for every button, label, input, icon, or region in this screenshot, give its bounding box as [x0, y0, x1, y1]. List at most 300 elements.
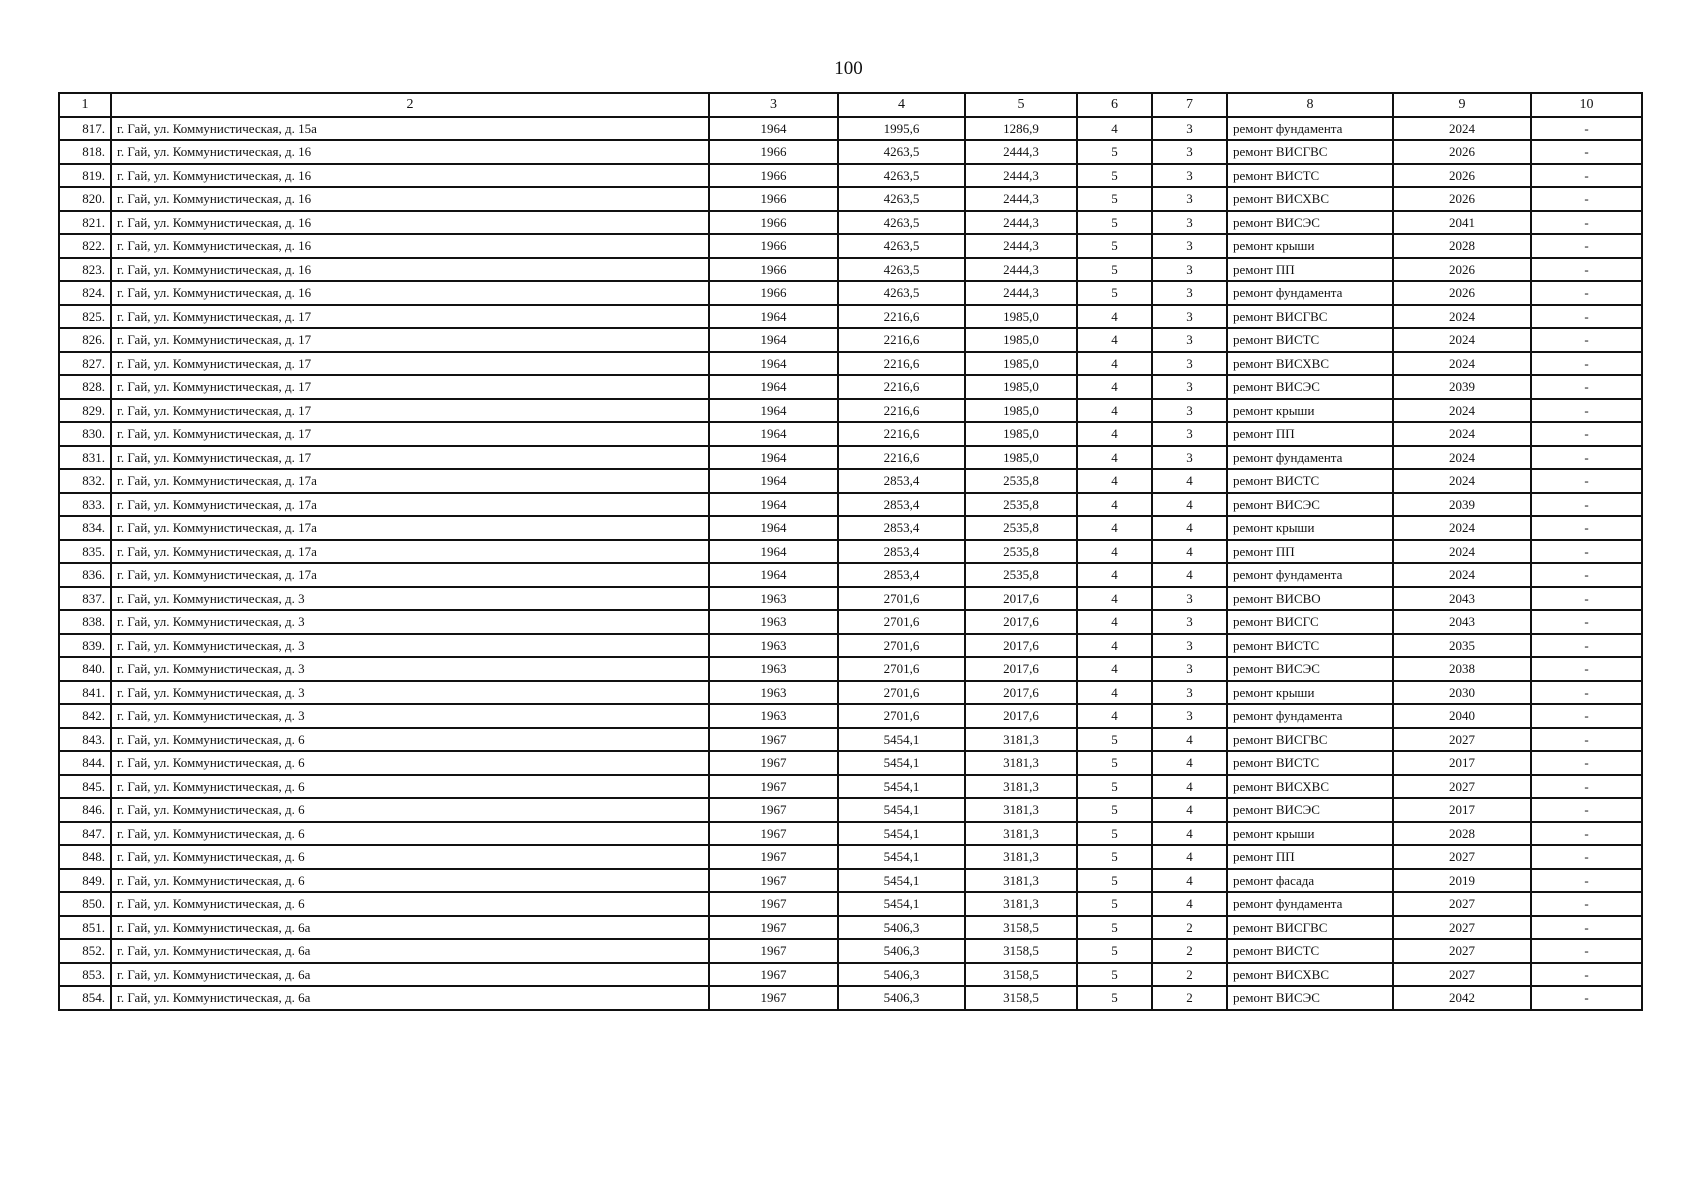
total-area-cell: 5454,1 [838, 728, 965, 752]
entrances-cell: 3 [1152, 375, 1227, 399]
table-row [59, 775, 1642, 799]
work-type-cell: ремонт ПП [1227, 540, 1393, 564]
table-header-row [59, 93, 1642, 117]
note-cell: - [1531, 610, 1642, 634]
table-row [59, 822, 1642, 846]
living-area-cell: 3181,3 [965, 798, 1077, 822]
row-number-cell: 834. [59, 516, 111, 540]
floors-cell: 5 [1077, 728, 1152, 752]
page-number: 100 [834, 58, 863, 79]
living-area-cell: 3181,3 [965, 869, 1077, 893]
address-cell: г. Гай, ул. Коммунистическая, д. 16 [111, 234, 709, 258]
entrances-cell: 3 [1152, 610, 1227, 634]
total-area-cell: 4263,5 [838, 187, 965, 211]
year-built-cell: 1963 [709, 587, 838, 611]
total-area-cell: 2853,4 [838, 540, 965, 564]
total-area-cell: 2701,6 [838, 587, 965, 611]
row-number-cell: 826. [59, 328, 111, 352]
row-number-cell: 820. [59, 187, 111, 211]
year-built-cell: 1967 [709, 986, 838, 1010]
planned-year-cell: 2028 [1393, 234, 1531, 258]
row-number-cell: 845. [59, 775, 111, 799]
floors-cell: 5 [1077, 822, 1152, 846]
note-cell: - [1531, 704, 1642, 728]
work-type-cell: ремонт ВИСЭС [1227, 493, 1393, 517]
table-row [59, 939, 1642, 963]
living-area-cell: 3181,3 [965, 845, 1077, 869]
entrances-cell: 3 [1152, 328, 1227, 352]
row-number-cell: 837. [59, 587, 111, 611]
year-built-cell: 1967 [709, 751, 838, 775]
planned-year-cell: 2040 [1393, 704, 1531, 728]
floors-cell: 4 [1077, 704, 1152, 728]
note-cell: - [1531, 916, 1642, 940]
address-cell: г. Гай, ул. Коммунистическая, д. 3 [111, 587, 709, 611]
table-row [59, 634, 1642, 658]
note-cell: - [1531, 869, 1642, 893]
note-cell: - [1531, 305, 1642, 329]
address-cell: г. Гай, ул. Коммунистическая, д. 16 [111, 281, 709, 305]
table-row [59, 352, 1642, 376]
floors-cell: 4 [1077, 375, 1152, 399]
work-type-cell: ремонт фундамента [1227, 704, 1393, 728]
row-number-cell: 852. [59, 939, 111, 963]
work-type-cell: ремонт ВИСЭС [1227, 211, 1393, 235]
note-cell: - [1531, 422, 1642, 446]
row-number-cell: 827. [59, 352, 111, 376]
living-area-cell: 2535,8 [965, 469, 1077, 493]
year-built-cell: 1964 [709, 422, 838, 446]
note-cell: - [1531, 634, 1642, 658]
floors-cell: 4 [1077, 587, 1152, 611]
planned-year-cell: 2026 [1393, 140, 1531, 164]
address-cell: г. Гай, ул. Коммунистическая, д. 6а [111, 916, 709, 940]
table-row [59, 681, 1642, 705]
work-type-cell: ремонт фундамента [1227, 563, 1393, 587]
address-cell: г. Гай, ул. Коммунистическая, д. 17 [111, 375, 709, 399]
entrances-cell: 4 [1152, 892, 1227, 916]
entrances-cell: 4 [1152, 775, 1227, 799]
total-area-cell: 4263,5 [838, 211, 965, 235]
floors-cell: 4 [1077, 399, 1152, 423]
planned-year-cell: 2026 [1393, 187, 1531, 211]
address-cell: г. Гай, ул. Коммунистическая, д. 6 [111, 892, 709, 916]
row-number-cell: 850. [59, 892, 111, 916]
total-area-cell: 5406,3 [838, 939, 965, 963]
planned-year-cell: 2028 [1393, 822, 1531, 846]
year-built-cell: 1964 [709, 117, 838, 141]
entrances-cell: 2 [1152, 916, 1227, 940]
column-header: 10 [1531, 93, 1642, 117]
row-number-cell: 819. [59, 164, 111, 188]
floors-cell: 5 [1077, 798, 1152, 822]
entrances-cell: 2 [1152, 986, 1227, 1010]
living-area-cell: 1985,0 [965, 375, 1077, 399]
total-area-cell: 4263,5 [838, 234, 965, 258]
address-cell: г. Гай, ул. Коммунистическая, д. 17 [111, 305, 709, 329]
year-built-cell: 1964 [709, 328, 838, 352]
entrances-cell: 3 [1152, 211, 1227, 235]
work-type-cell: ремонт крыши [1227, 516, 1393, 540]
living-area-cell: 2444,3 [965, 234, 1077, 258]
total-area-cell: 5454,1 [838, 869, 965, 893]
total-area-cell: 2701,6 [838, 657, 965, 681]
entrances-cell: 3 [1152, 446, 1227, 470]
note-cell: - [1531, 117, 1642, 141]
work-type-cell: ремонт крыши [1227, 822, 1393, 846]
row-number-cell: 830. [59, 422, 111, 446]
column-header: 5 [965, 93, 1077, 117]
total-area-cell: 2853,4 [838, 563, 965, 587]
planned-year-cell: 2027 [1393, 892, 1531, 916]
floors-cell: 5 [1077, 211, 1152, 235]
total-area-cell: 5454,1 [838, 822, 965, 846]
row-number-cell: 838. [59, 610, 111, 634]
total-area-cell: 2853,4 [838, 493, 965, 517]
work-type-cell: ремонт фасада [1227, 869, 1393, 893]
floors-cell: 5 [1077, 986, 1152, 1010]
living-area-cell: 2444,3 [965, 281, 1077, 305]
living-area-cell: 2444,3 [965, 164, 1077, 188]
entrances-cell: 3 [1152, 634, 1227, 658]
address-cell: г. Гай, ул. Коммунистическая, д. 6 [111, 728, 709, 752]
table-row [59, 493, 1642, 517]
floors-cell: 5 [1077, 963, 1152, 987]
floors-cell: 5 [1077, 892, 1152, 916]
year-built-cell: 1967 [709, 798, 838, 822]
note-cell: - [1531, 493, 1642, 517]
living-area-cell: 2444,3 [965, 140, 1077, 164]
floors-cell: 4 [1077, 305, 1152, 329]
year-built-cell: 1964 [709, 493, 838, 517]
floors-cell: 5 [1077, 775, 1152, 799]
work-type-cell: ремонт ВИСТС [1227, 328, 1393, 352]
living-area-cell: 2017,6 [965, 681, 1077, 705]
table-row [59, 211, 1642, 235]
row-number-cell: 854. [59, 986, 111, 1010]
column-header: 3 [709, 93, 838, 117]
work-type-cell: ремонт ПП [1227, 422, 1393, 446]
planned-year-cell: 2024 [1393, 422, 1531, 446]
total-area-cell: 2701,6 [838, 610, 965, 634]
floors-cell: 5 [1077, 187, 1152, 211]
table-row [59, 516, 1642, 540]
row-number-cell: 846. [59, 798, 111, 822]
planned-year-cell: 2024 [1393, 328, 1531, 352]
note-cell: - [1531, 540, 1642, 564]
floors-cell: 4 [1077, 634, 1152, 658]
work-type-cell: ремонт фундамента [1227, 281, 1393, 305]
row-number-cell: 824. [59, 281, 111, 305]
planned-year-cell: 2035 [1393, 634, 1531, 658]
table-row [59, 869, 1642, 893]
work-type-cell: ремонт ВИСГВС [1227, 305, 1393, 329]
column-header: 1 [59, 93, 111, 117]
entrances-cell: 4 [1152, 563, 1227, 587]
entrances-cell: 3 [1152, 187, 1227, 211]
row-number-cell: 843. [59, 728, 111, 752]
total-area-cell: 5454,1 [838, 892, 965, 916]
address-cell: г. Гай, ул. Коммунистическая, д. 17а [111, 563, 709, 587]
note-cell: - [1531, 681, 1642, 705]
living-area-cell: 3181,3 [965, 751, 1077, 775]
note-cell: - [1531, 751, 1642, 775]
work-type-cell: ремонт ПП [1227, 258, 1393, 282]
row-number-cell: 825. [59, 305, 111, 329]
note-cell: - [1531, 657, 1642, 681]
planned-year-cell: 2042 [1393, 986, 1531, 1010]
planned-year-cell: 2043 [1393, 610, 1531, 634]
address-cell: г. Гай, ул. Коммунистическая, д. 6а [111, 963, 709, 987]
year-built-cell: 1966 [709, 258, 838, 282]
row-number-cell: 817. [59, 117, 111, 141]
address-cell: г. Гай, ул. Коммунистическая, д. 3 [111, 657, 709, 681]
year-built-cell: 1964 [709, 469, 838, 493]
entrances-cell: 4 [1152, 869, 1227, 893]
floors-cell: 4 [1077, 681, 1152, 705]
column-header: 4 [838, 93, 965, 117]
year-built-cell: 1964 [709, 305, 838, 329]
entrances-cell: 4 [1152, 728, 1227, 752]
year-built-cell: 1963 [709, 634, 838, 658]
living-area-cell: 3181,3 [965, 822, 1077, 846]
year-built-cell: 1963 [709, 681, 838, 705]
address-cell: г. Гай, ул. Коммунистическая, д. 16 [111, 187, 709, 211]
floors-cell: 5 [1077, 939, 1152, 963]
row-number-cell: 853. [59, 963, 111, 987]
year-built-cell: 1967 [709, 869, 838, 893]
note-cell: - [1531, 516, 1642, 540]
table-row [59, 986, 1642, 1010]
year-built-cell: 1964 [709, 399, 838, 423]
year-built-cell: 1964 [709, 516, 838, 540]
living-area-cell: 1286,9 [965, 117, 1077, 141]
planned-year-cell: 2024 [1393, 305, 1531, 329]
table-row [59, 657, 1642, 681]
address-cell: г. Гай, ул. Коммунистическая, д. 17 [111, 422, 709, 446]
year-built-cell: 1963 [709, 610, 838, 634]
row-number-cell: 829. [59, 399, 111, 423]
column-header: 7 [1152, 93, 1227, 117]
note-cell: - [1531, 399, 1642, 423]
note-cell: - [1531, 469, 1642, 493]
table-row [59, 234, 1642, 258]
planned-year-cell: 2017 [1393, 751, 1531, 775]
address-cell: г. Гай, ул. Коммунистическая, д. 17 [111, 399, 709, 423]
total-area-cell: 2701,6 [838, 634, 965, 658]
work-type-cell: ремонт крыши [1227, 234, 1393, 258]
floors-cell: 5 [1077, 258, 1152, 282]
entrances-cell: 3 [1152, 258, 1227, 282]
entrances-cell: 3 [1152, 422, 1227, 446]
note-cell: - [1531, 845, 1642, 869]
address-cell: г. Гай, ул. Коммунистическая, д. 3 [111, 634, 709, 658]
living-area-cell: 3181,3 [965, 728, 1077, 752]
row-number-cell: 847. [59, 822, 111, 846]
entrances-cell: 2 [1152, 939, 1227, 963]
year-built-cell: 1967 [709, 775, 838, 799]
total-area-cell: 4263,5 [838, 258, 965, 282]
entrances-cell: 4 [1152, 751, 1227, 775]
work-type-cell: ремонт крыши [1227, 399, 1393, 423]
work-type-cell: ремонт ВИСТС [1227, 634, 1393, 658]
floors-cell: 4 [1077, 657, 1152, 681]
total-area-cell: 2216,6 [838, 446, 965, 470]
work-type-cell: ремонт ВИСГВС [1227, 140, 1393, 164]
address-cell: г. Гай, ул. Коммунистическая, д. 16 [111, 211, 709, 235]
work-type-cell: ремонт ВИСТС [1227, 469, 1393, 493]
total-area-cell: 4263,5 [838, 281, 965, 305]
floors-cell: 5 [1077, 281, 1152, 305]
planned-year-cell: 2024 [1393, 399, 1531, 423]
work-type-cell: ремонт ВИСЭС [1227, 986, 1393, 1010]
work-type-cell: ремонт ВИСТС [1227, 939, 1393, 963]
address-cell: г. Гай, ул. Коммунистическая, д. 6 [111, 845, 709, 869]
row-number-cell: 842. [59, 704, 111, 728]
entrances-cell: 4 [1152, 493, 1227, 517]
table-row [59, 258, 1642, 282]
row-number-cell: 828. [59, 375, 111, 399]
living-area-cell: 1985,0 [965, 446, 1077, 470]
address-cell: г. Гай, ул. Коммунистическая, д. 16 [111, 140, 709, 164]
row-number-cell: 848. [59, 845, 111, 869]
floors-cell: 4 [1077, 563, 1152, 587]
table-row [59, 446, 1642, 470]
total-area-cell: 4263,5 [838, 164, 965, 188]
row-number-cell: 839. [59, 634, 111, 658]
entrances-cell: 3 [1152, 657, 1227, 681]
year-built-cell: 1964 [709, 540, 838, 564]
address-cell: г. Гай, ул. Коммунистическая, д. 3 [111, 610, 709, 634]
year-built-cell: 1967 [709, 845, 838, 869]
total-area-cell: 5454,1 [838, 751, 965, 775]
year-built-cell: 1966 [709, 281, 838, 305]
note-cell: - [1531, 728, 1642, 752]
entrances-cell: 3 [1152, 681, 1227, 705]
address-cell: г. Гай, ул. Коммунистическая, д. 17а [111, 493, 709, 517]
floors-cell: 5 [1077, 140, 1152, 164]
planned-year-cell: 2041 [1393, 211, 1531, 235]
entrances-cell: 3 [1152, 704, 1227, 728]
living-area-cell: 3158,5 [965, 986, 1077, 1010]
table-row [59, 399, 1642, 423]
table-row [59, 963, 1642, 987]
work-type-cell: ремонт ВИСГС [1227, 610, 1393, 634]
address-cell: г. Гай, ул. Коммунистическая, д. 17 [111, 328, 709, 352]
planned-year-cell: 2024 [1393, 446, 1531, 470]
note-cell: - [1531, 187, 1642, 211]
work-type-cell: ремонт ВИСХВС [1227, 775, 1393, 799]
entrances-cell: 2 [1152, 963, 1227, 987]
address-cell: г. Гай, ул. Коммунистическая, д. 6 [111, 869, 709, 893]
address-cell: г. Гай, ул. Коммунистическая, д. 6 [111, 751, 709, 775]
work-type-cell: ремонт ВИСГВС [1227, 728, 1393, 752]
planned-year-cell: 2027 [1393, 728, 1531, 752]
work-type-cell: ремонт фундамента [1227, 446, 1393, 470]
year-built-cell: 1964 [709, 375, 838, 399]
work-type-cell: ремонт ВИСЭС [1227, 798, 1393, 822]
table-row [59, 751, 1642, 775]
year-built-cell: 1967 [709, 963, 838, 987]
planned-year-cell: 2027 [1393, 845, 1531, 869]
planned-year-cell: 2026 [1393, 258, 1531, 282]
table-row [59, 164, 1642, 188]
entrances-cell: 3 [1152, 352, 1227, 376]
living-area-cell: 3181,3 [965, 775, 1077, 799]
living-area-cell: 3158,5 [965, 916, 1077, 940]
work-type-cell: ремонт фундамента [1227, 117, 1393, 141]
table-row [59, 845, 1642, 869]
entrances-cell: 3 [1152, 164, 1227, 188]
table-row [59, 117, 1642, 141]
year-built-cell: 1966 [709, 140, 838, 164]
table-row [59, 916, 1642, 940]
work-type-cell: ремонт ВИСГВС [1227, 916, 1393, 940]
note-cell: - [1531, 258, 1642, 282]
column-header: 8 [1227, 93, 1393, 117]
total-area-cell: 2216,6 [838, 375, 965, 399]
note-cell: - [1531, 963, 1642, 987]
row-number-cell: 831. [59, 446, 111, 470]
note-cell: - [1531, 446, 1642, 470]
row-number-cell: 840. [59, 657, 111, 681]
total-area-cell: 2216,6 [838, 352, 965, 376]
work-type-cell: ремонт ВИСТС [1227, 164, 1393, 188]
row-number-cell: 836. [59, 563, 111, 587]
note-cell: - [1531, 587, 1642, 611]
living-area-cell: 3158,5 [965, 963, 1077, 987]
total-area-cell: 5406,3 [838, 986, 965, 1010]
floors-cell: 5 [1077, 234, 1152, 258]
floors-cell: 4 [1077, 328, 1152, 352]
column-header: 6 [1077, 93, 1152, 117]
planned-year-cell: 2027 [1393, 963, 1531, 987]
planned-year-cell: 2024 [1393, 469, 1531, 493]
entrances-cell: 4 [1152, 822, 1227, 846]
total-area-cell: 5454,1 [838, 845, 965, 869]
living-area-cell: 2444,3 [965, 258, 1077, 282]
planned-year-cell: 2027 [1393, 939, 1531, 963]
living-area-cell: 3158,5 [965, 939, 1077, 963]
living-area-cell: 3181,3 [965, 892, 1077, 916]
note-cell: - [1531, 563, 1642, 587]
table-row [59, 187, 1642, 211]
table-row [59, 610, 1642, 634]
work-type-cell: ремонт ВИСЭС [1227, 375, 1393, 399]
row-number-cell: 851. [59, 916, 111, 940]
floors-cell: 4 [1077, 493, 1152, 517]
living-area-cell: 1985,0 [965, 352, 1077, 376]
total-area-cell: 5406,3 [838, 916, 965, 940]
year-built-cell: 1963 [709, 704, 838, 728]
note-cell: - [1531, 140, 1642, 164]
table-row [59, 305, 1642, 329]
entrances-cell: 3 [1152, 117, 1227, 141]
address-cell: г. Гай, ул. Коммунистическая, д. 17а [111, 469, 709, 493]
floors-cell: 5 [1077, 751, 1152, 775]
year-built-cell: 1966 [709, 187, 838, 211]
table-row [59, 540, 1642, 564]
address-cell: г. Гай, ул. Коммунистическая, д. 17а [111, 540, 709, 564]
table-row [59, 798, 1642, 822]
address-cell: г. Гай, ул. Коммунистическая, д. 6 [111, 798, 709, 822]
row-number-cell: 818. [59, 140, 111, 164]
year-built-cell: 1967 [709, 822, 838, 846]
total-area-cell: 5454,1 [838, 798, 965, 822]
planned-year-cell: 2027 [1393, 775, 1531, 799]
work-type-cell: ремонт ВИСВО [1227, 587, 1393, 611]
living-area-cell: 2535,8 [965, 493, 1077, 517]
